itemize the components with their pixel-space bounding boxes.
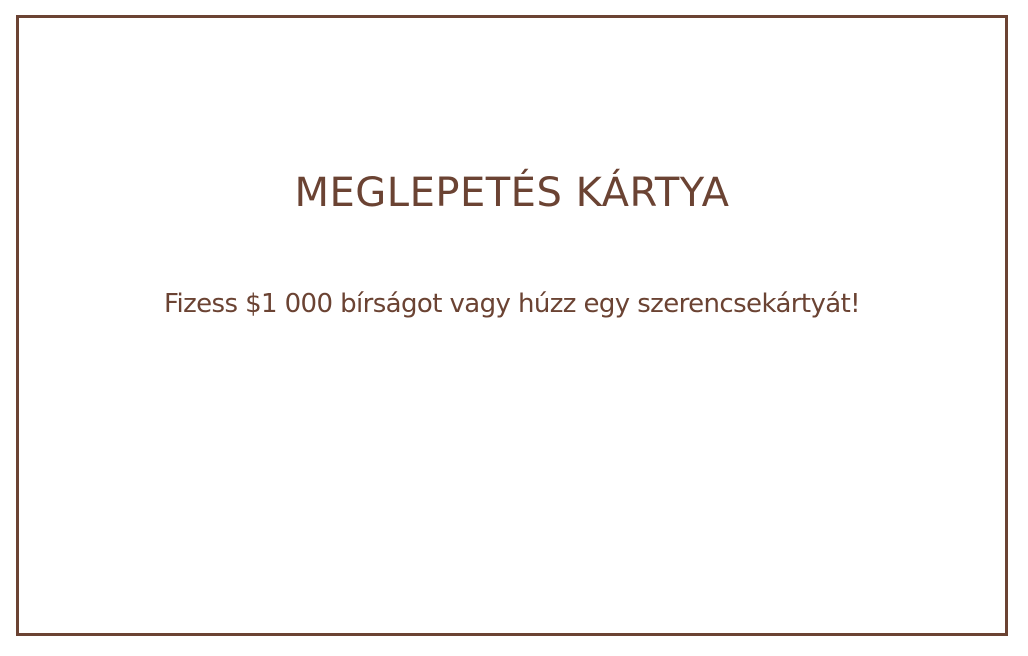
card-text: Fizess $1 000 bírságot vagy húzz egy szerencsekártyát! — [163, 289, 860, 319]
card-title: MEGLEPETÉS KÁRTYA — [294, 170, 730, 216]
chance-card — [16, 15, 1008, 636]
